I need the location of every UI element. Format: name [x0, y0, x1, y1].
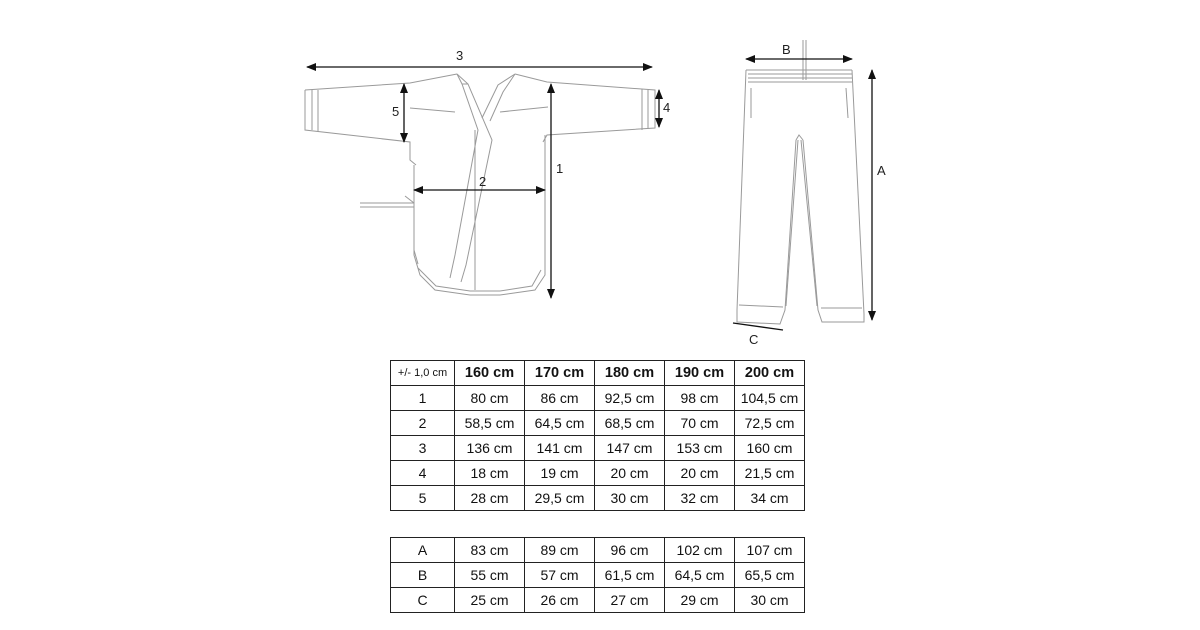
table-cell: 64,5 cm	[665, 563, 735, 588]
table-cell: 26 cm	[525, 588, 595, 613]
table-cell: 80 cm	[455, 386, 525, 411]
pants-outline	[737, 40, 864, 324]
table-row	[391, 486, 805, 511]
row-label: 3	[391, 436, 455, 461]
table-cell: 68,5 cm	[595, 411, 665, 436]
table-cell: 18 cm	[455, 461, 525, 486]
pants-size-table	[390, 537, 805, 613]
dim-label-2: 2	[479, 174, 487, 189]
row-label: 4	[391, 461, 455, 486]
table-cell: 57 cm	[525, 563, 595, 588]
table-cell: 28 cm	[455, 486, 525, 511]
table-cell: 61,5 cm	[595, 563, 665, 588]
size-header: 180 cm	[595, 361, 665, 386]
table-row	[391, 461, 805, 486]
size-header: 200 cm	[735, 361, 805, 386]
table-cell: 102 cm	[665, 538, 735, 563]
table-cell: 20 cm	[595, 461, 665, 486]
table-cell: 70 cm	[665, 411, 735, 436]
table-cell: 104,5 cm	[735, 386, 805, 411]
dim-label-3: 3	[456, 48, 464, 63]
dim-label-B: B	[782, 42, 791, 57]
row-label: 2	[391, 411, 455, 436]
dim-label-4: 4	[663, 100, 671, 115]
table-cell: 98 cm	[665, 386, 735, 411]
table-cell: 92,5 cm	[595, 386, 665, 411]
table-cell: 83 cm	[455, 538, 525, 563]
table-cell: 19 cm	[525, 461, 595, 486]
table-cell: 20 cm	[665, 461, 735, 486]
table-cell: 107 cm	[735, 538, 805, 563]
table-cell: 25 cm	[455, 588, 525, 613]
table-row	[391, 436, 805, 461]
table-cell: 30 cm	[595, 486, 665, 511]
dim-label-C: C	[749, 332, 759, 347]
table-cell: 27 cm	[595, 588, 665, 613]
table-cell: 29,5 cm	[525, 486, 595, 511]
table-cell: 21,5 cm	[735, 461, 805, 486]
table-row	[391, 588, 805, 613]
table-row	[391, 386, 805, 411]
table-cell: 55 cm	[455, 563, 525, 588]
table-cell: 32 cm	[665, 486, 735, 511]
table-header-row	[391, 361, 805, 386]
table-cell: 96 cm	[595, 538, 665, 563]
pants-dimensions	[733, 59, 872, 330]
size-header: 170 cm	[525, 361, 595, 386]
table-cell: 160 cm	[735, 436, 805, 461]
size-header: 190 cm	[665, 361, 735, 386]
size-header: 160 cm	[455, 361, 525, 386]
table-row	[391, 411, 805, 436]
row-label: B	[391, 563, 455, 588]
row-label: C	[391, 588, 455, 613]
table-cell: 58,5 cm	[455, 411, 525, 436]
table-cell: 147 cm	[595, 436, 665, 461]
table-cell: 86 cm	[525, 386, 595, 411]
row-label: A	[391, 538, 455, 563]
table-cell: 153 cm	[665, 436, 735, 461]
table-row	[391, 563, 805, 588]
table-cell: 72,5 cm	[735, 411, 805, 436]
table-cell: 30 cm	[735, 588, 805, 613]
row-label: 1	[391, 386, 455, 411]
table-cell: 89 cm	[525, 538, 595, 563]
table-row	[391, 538, 805, 563]
table-cell: 136 cm	[455, 436, 525, 461]
dim-label-1: 1	[556, 161, 564, 176]
table-cell: 64,5 cm	[525, 411, 595, 436]
dim-label-5: 5	[392, 104, 400, 119]
table-cell: 29 cm	[665, 588, 735, 613]
table-cell: 141 cm	[525, 436, 595, 461]
row-label: 5	[391, 486, 455, 511]
jacket-size-table	[390, 360, 805, 511]
table-cell: 34 cm	[735, 486, 805, 511]
table-cell: 65,5 cm	[735, 563, 805, 588]
dim-label-A: A	[877, 163, 886, 178]
tolerance-header: +/- 1,0 cm	[391, 361, 455, 386]
